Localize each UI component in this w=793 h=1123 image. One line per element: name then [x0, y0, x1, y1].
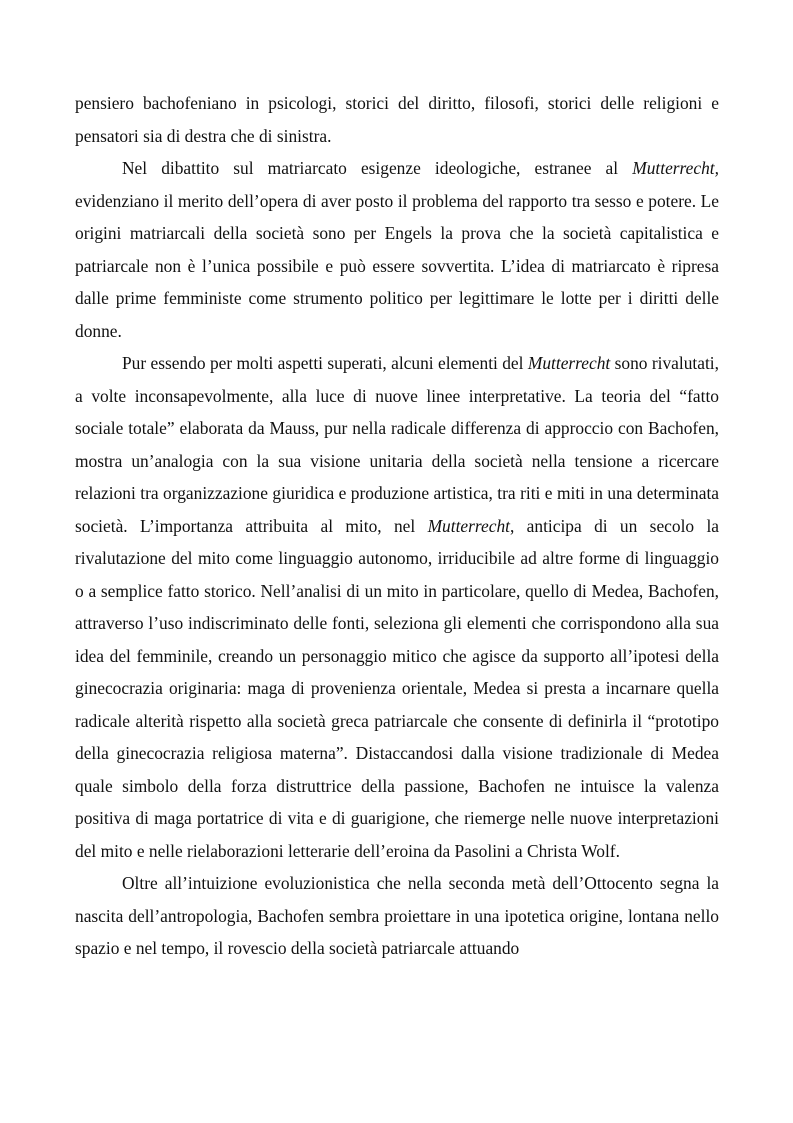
italic-title: Mutterrecht,: [632, 158, 719, 178]
text-run: Nel dibattito sul matriarcato esigenze ideologiche, estranee al: [122, 158, 633, 178]
text-run: sono rivalutati, a volte inconsapevolmente, alla luce di nuove linee interpretative. La teoria del “fatto sociale totale” elaborata da Mauss, pur nella radicale differenza di approccio con Bachofen, mostra un’analogia con la sua visione unitaria della società nella tensione a ricercare relazioni tra organizzazione giuridica e produzione artistica, tra riti e miti in una determinata società. L’importanza attribuita al mito, nel: [75, 353, 719, 536]
body-text: [75, 87, 719, 965]
text-run: pensiero bachofeniano in psicologi, storici del diritto, filosofi, storici delle religioni e pensatori sia di destra che di sinistra.: [75, 93, 719, 146]
text-run: , anticipa di un secolo la rivalutazione del mito come linguaggio autonomo, irriducibile ad altre forme di linguaggio o a semplice fatto storico. Nell’analisi di un mito in particolare, quello di Medea, Bachofen, attraverso l’uso indiscriminato delle fonti, seleziona gli elementi che corrispondono alla sua idea del femminile, creando un personaggio mitico che agisce da supporto all’ipotesi della ginecocrazia originaria: maga di provenienza orientale, Medea si presta a incarnare quella radicale alterità rispetto alla società greca patriarcale che consente di definirla il “prototipo della ginecocrazia religiosa materna”. Distaccandosi dalla visione tradizionale di Medea quale simbolo della forza distruttrice della passione, Bachofen ne intuisce la valenza positiva di maga portatrice di vita e di guarigione, che riemerge nelle nuove interpretazioni del mito e nelle rielaborazioni letterarie dell’eroina da Pasolini a Christa Wolf.: [75, 515, 719, 861]
text-run: Oltre all’intuizione evoluzionistica che nella seconda metà dell’Ottocento segna la nascita dell’antropologia, Bachofen sembra proiettare in una ipotetica origine, lontana nello spazio e nel tempo, il rovescio della società patriarcale attuando: [75, 873, 719, 958]
paragraph-2: [75, 152, 719, 347]
paragraph-3: [75, 347, 719, 867]
text-run: evidenziano il merito dell’opera di aver posto il problema del rapporto tra sesso e potere. Le origini matriarcali della società sono per Engels la prova che la società capitalistica e patriarcale non è l’unica possibile e può essere sovvertita. L’idea di matriarcato è ripresa dalle prime femministe come strumento politico per legittimare le lotte per i diritti delle donne.: [75, 190, 719, 341]
paragraph-4: [75, 867, 719, 965]
italic-title: Mutterrecht: [527, 353, 611, 373]
italic-title: Mutterrecht: [427, 515, 510, 536]
text-run: Pur essendo per molti aspetti superati, alcuni elementi del: [122, 353, 528, 373]
paragraph-1: [75, 87, 719, 152]
